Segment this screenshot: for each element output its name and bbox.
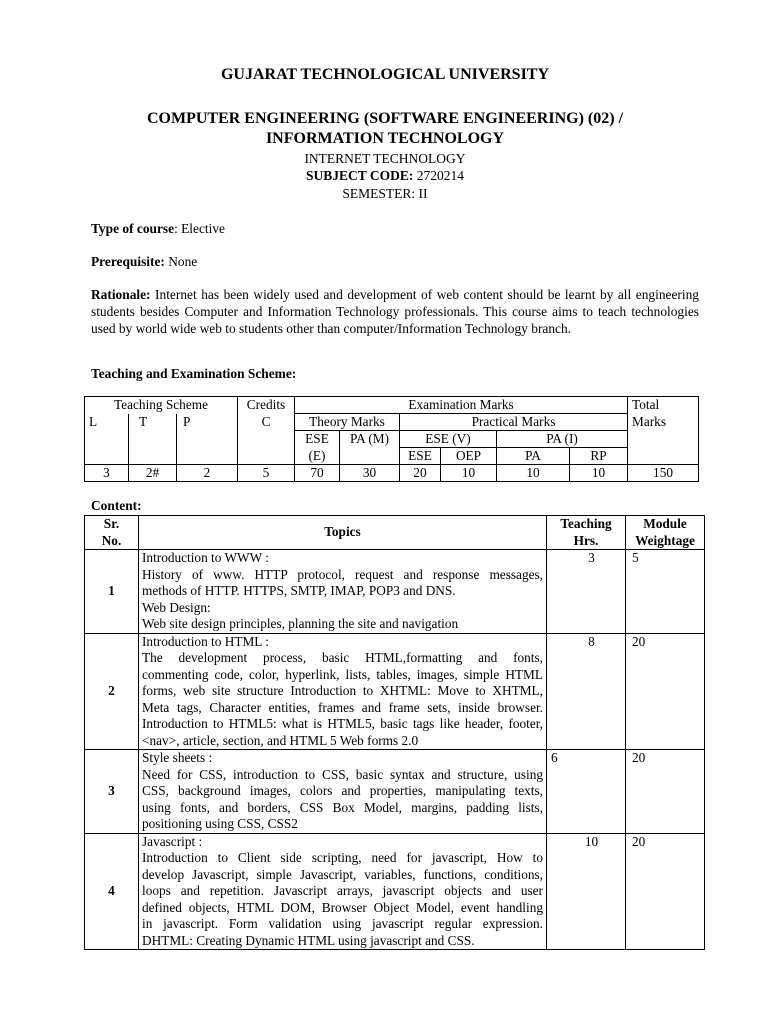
pa-header: PA [497,448,570,465]
semester: SEMESTER: II [342,186,428,201]
row-teaching-hrs: 8 [547,633,626,750]
table-row [85,750,705,834]
course-type-value: : Elective [174,221,225,236]
row-weightage: 5 [626,550,705,634]
row-teaching-hrs: 6 [547,750,626,834]
scheme-value: 10 [497,465,570,482]
topic-line: develop Javascript, simple Javascript, variables, functions, conditions, [142,866,543,882]
topic-line: History of www. HTTP protocol, request and response messages, [142,566,543,582]
topic-line: methods of HTTP. HTTPS, SMTP, IMAP, POP3 and DNS. [142,583,456,598]
credits-header: Credits [238,397,295,414]
ese-v-header: ESE (V) [400,431,497,448]
scheme-value: 20 [400,465,441,482]
topic-line: Introduction to Client side scripting, need for javascript, How to [142,850,543,865]
topic-line: Introduction to WWW : [142,550,269,565]
rationale [91,286,699,337]
prerequisite-value: None [164,254,198,269]
sr-header-line2: No. [101,532,122,548]
subject-code-label: SUBJECT CODE: [305,168,414,183]
branch-line-1: COMPUTER ENGINEERING (SOFTWARE ENGINEERING) (02) / [146,110,624,127]
rationale-label: Rationale: [91,287,151,302]
scheme-value: 2 [177,465,238,482]
prerequisite [91,254,197,270]
content-title: Content: [91,498,142,513]
scheme-value: 10 [441,465,497,482]
t-header: T [129,414,177,431]
topic-line: Meta tags, Character entities, frames and frame sets, inside browser. [142,699,543,715]
rp-header: RP [570,448,628,465]
row-teaching-hrs: 10 [547,833,626,950]
table-row [85,833,705,950]
topic-line: commenting code, color, hyperlink, lists, tables, images, simple HTML [142,666,543,682]
practical-marks-header: Practical Marks [400,414,628,431]
topic-line: forms, web site structure Introduction to XHTML: Move to XHTML, [142,683,543,698]
topic-line: positioning using CSS, CSS2 [142,816,298,831]
row-weightage: 20 [626,750,705,834]
p-header: P [177,414,238,431]
l-header: L [85,414,129,431]
row-teaching-hrs: 3 [547,550,626,634]
theory-marks-header: Theory Marks [295,414,400,431]
topic-line: CSS, background images, colors and properties, manipulating texts, [142,783,543,798]
sr-no-header [85,516,139,550]
topic-line: DHTML: Creating Dynamic HTML using javascript and CSS. [142,932,475,948]
topic-line: using fonts, and borders, CSS Box Model, margins, padding lists, [142,799,543,815]
topics-header: Topics [139,516,547,550]
topic-line: Web site design principles, planning the site and navigation [142,616,459,631]
topic-line: defined objects, HTML DOM, Browser Object Model, event handling [142,899,543,915]
scheme-value: 30 [340,465,400,482]
teaching-scheme-header: Teaching Scheme [85,397,238,414]
scheme-values-row [85,465,699,482]
row-topics [139,633,547,750]
topic-line: The development process, basic HTML,formatting and fonts, [142,650,543,665]
content-table [84,515,705,950]
university-title: GUJARAT TECHNOLOGICAL UNIVERSITY [220,66,550,83]
teaching-hrs-header [547,516,626,550]
marks-header: Marks [628,414,699,431]
sr-header-line1: Sr. [103,516,120,531]
module-header-line2: Weightage [635,532,695,548]
subject-code-value: 2720214 [416,168,465,183]
e-header: (E) [295,448,340,465]
row-sr-no: 4 [85,833,139,950]
scheme-value: 2# [129,465,177,482]
scheme-value: 70 [295,465,340,482]
row-topics [139,750,547,834]
table-row [85,550,705,634]
subject-name: INTERNET TECHNOLOGY [304,151,466,166]
scheme-value: 150 [628,465,699,482]
topic-line: loops and repetition. Javascript arrays, javascript objects and user [142,883,543,898]
scheme-value: 5 [238,465,295,482]
row-topics [139,550,547,634]
oep-header: OEP [441,448,497,465]
prerequisite-label: Prerequisite: [91,254,165,269]
row-weightage: 20 [626,633,705,750]
row-sr-no: 1 [85,550,139,634]
course-type [91,221,225,237]
pa-m-header: PA (M) [340,431,400,448]
topic-line: in javascript. Form validation using javascript regular expression. [142,916,543,931]
branch-line-2: INFORMATION TECHNOLOGY [265,130,505,147]
row-topics [139,833,547,950]
row-sr-no: 2 [85,633,139,750]
row-weightage: 20 [626,833,705,950]
topic-line: Style sheets : [142,750,213,765]
pa-i-header: PA (I) [497,431,628,448]
table-row [85,633,705,750]
topic-line: Web Design: [142,599,211,615]
teaching-header-line2: Hrs. [573,532,599,548]
topic-line: Javascript : [142,833,203,849]
teaching-header-line1: Teaching [560,516,612,531]
course-type-label: Type of course [91,221,175,236]
scheme-value: 10 [570,465,628,482]
row-sr-no: 3 [85,750,139,834]
topic-line: <nav>, article, section, and HTML 5 Web forms 2.0 [142,732,419,748]
subject-code [0,168,770,184]
ese2-header: ESE [400,448,441,465]
ese-header: ESE [295,431,340,448]
exam-marks-header: Examination Marks [295,397,628,414]
scheme-table [84,396,699,482]
c-header: C [238,414,295,431]
module-weightage-header [626,516,705,550]
module-header-line1: Module [643,516,687,531]
rationale-text: Internet has been widely used and development of web content should be learnt by all engineering students besides Computer and Information Technology professionals. This course aims to teach technologies used by world wide web to students other than computer/Information Technology branch. [91,287,699,336]
topic-line: Introduction to HTML : [142,633,269,649]
topic-line: Introduction to HTML5: what is HTML5, basic tags like header, footer, [142,716,543,731]
total-header: Total [628,397,699,414]
topic-line: Need for CSS, introduction to CSS, basic syntax and structure, using [142,766,543,782]
scheme-title: Teaching and Examination Scheme: [91,366,297,381]
scheme-value: 3 [85,465,129,482]
